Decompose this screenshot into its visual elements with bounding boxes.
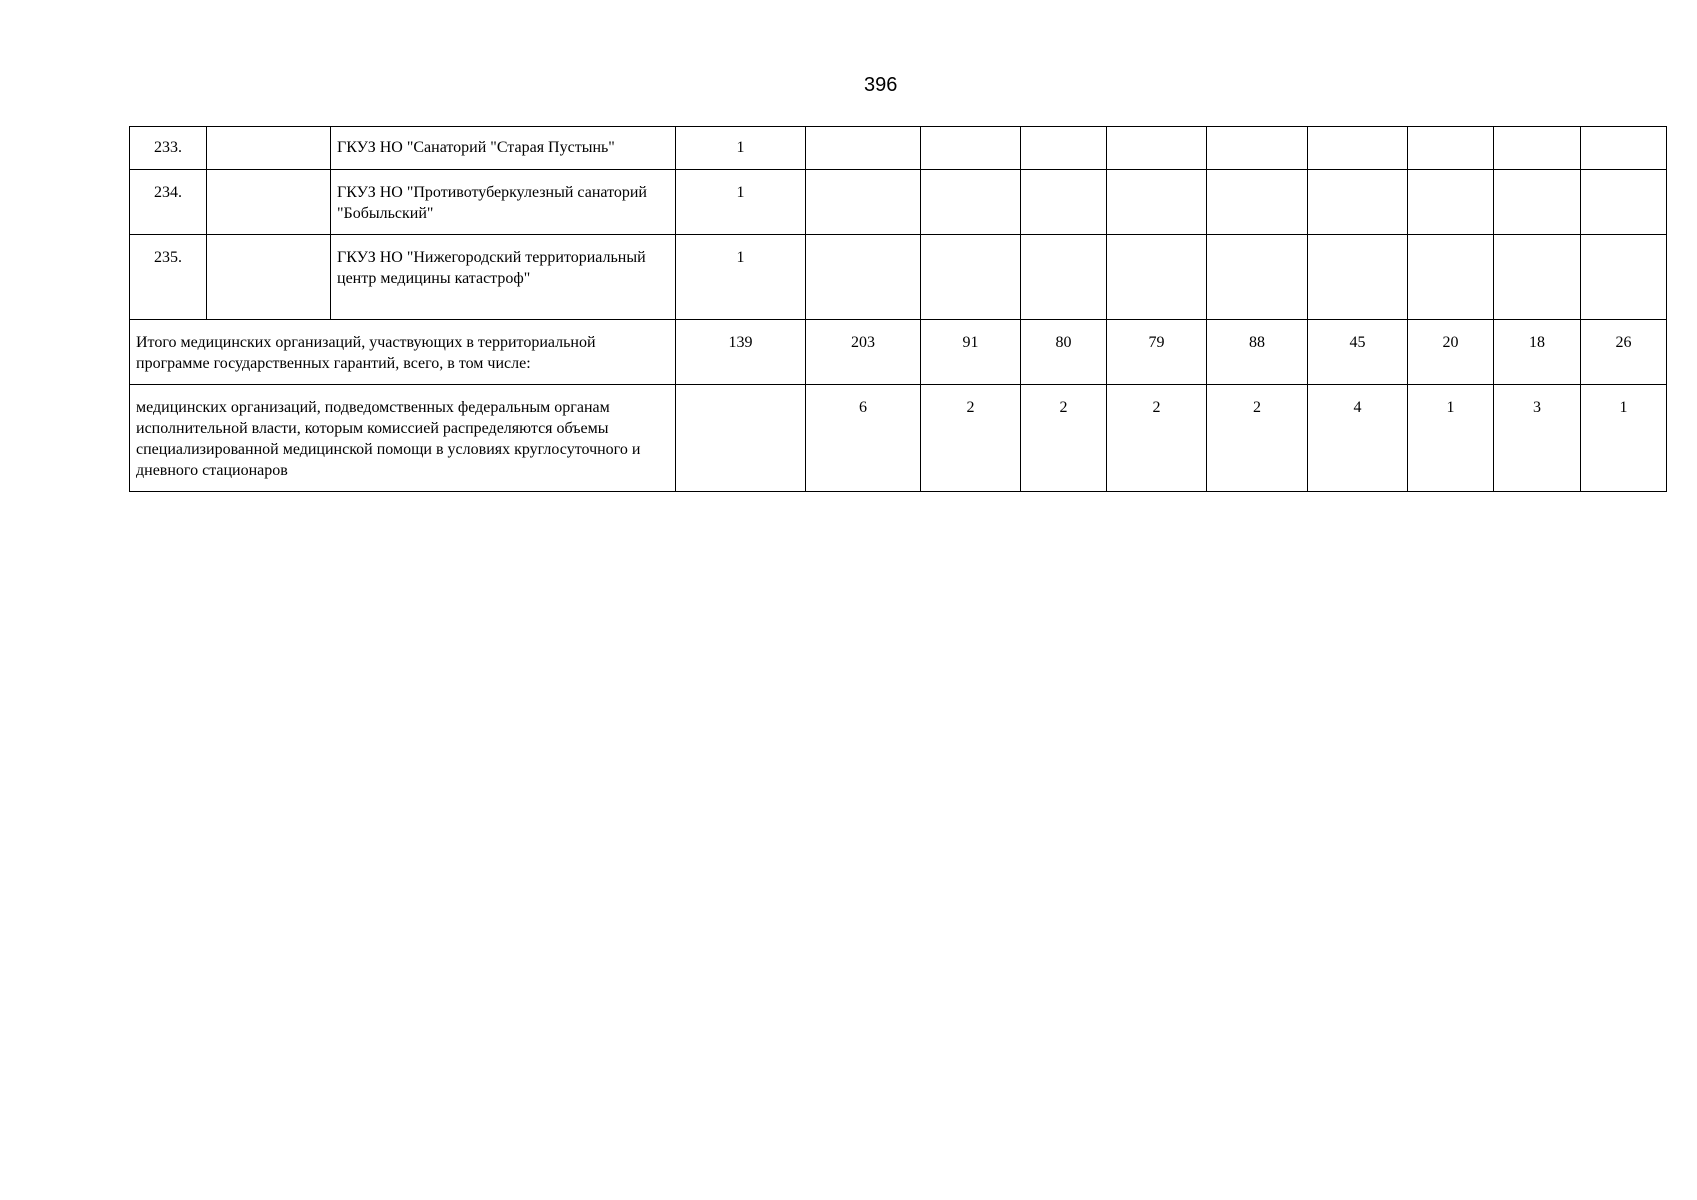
- row-code: [207, 235, 331, 320]
- total-value-cell: 26: [1581, 320, 1667, 385]
- row-code: [207, 127, 331, 170]
- value-cell: [1107, 170, 1207, 235]
- organization-name: ГКУЗ НО "Противотуберкулезный санаторий "Бобыльский": [331, 170, 676, 235]
- value-cell: [1021, 235, 1107, 320]
- value-cell: [806, 235, 921, 320]
- page-number: 396: [864, 74, 898, 96]
- value-cell: 1: [676, 235, 806, 320]
- value-cell: [1308, 127, 1408, 170]
- value-cell: [1107, 235, 1207, 320]
- table-row: [130, 170, 1667, 235]
- value-cell: [1581, 127, 1667, 170]
- total-value-cell: 18: [1494, 320, 1581, 385]
- total-value-cell: 80: [1021, 320, 1107, 385]
- value-cell: [1494, 170, 1581, 235]
- organization-name: ГКУЗ НО "Санаторий "Старая Пустынь": [331, 127, 676, 170]
- value-cell: [806, 170, 921, 235]
- subtotal-value-cell: 4: [1308, 385, 1408, 492]
- value-cell: [921, 235, 1021, 320]
- value-cell: [1308, 235, 1408, 320]
- table-row: [130, 127, 1667, 170]
- organization-name: ГКУЗ НО "Нижегородский территориальный центр медицины катастроф": [331, 235, 676, 320]
- value-cell: 1: [676, 170, 806, 235]
- row-number: 233.: [130, 127, 207, 170]
- value-cell: [1207, 170, 1308, 235]
- subtotal-value-cell: 3: [1494, 385, 1581, 492]
- subtotal-value-cell: 1: [1581, 385, 1667, 492]
- value-cell: [1408, 127, 1494, 170]
- value-cell: [1581, 170, 1667, 235]
- subtotal-label: медицинских организаций, подведомственных федеральным органам исполнительной власти, которым комиссией распределяются объемы специализированной медицинской помощи в условиях круглосуточного и дневного стационаров: [130, 385, 676, 492]
- total-value-cell: 139: [676, 320, 806, 385]
- subtotal-value-cell: 6: [806, 385, 921, 492]
- value-cell: [1494, 127, 1581, 170]
- total-value-cell: 20: [1408, 320, 1494, 385]
- value-cell: [1207, 235, 1308, 320]
- subtotal-value-cell: 2: [1021, 385, 1107, 492]
- value-cell: [1308, 170, 1408, 235]
- subtotal-value-cell: [676, 385, 806, 492]
- value-cell: [1207, 127, 1308, 170]
- subtotal-value-cell: 2: [921, 385, 1021, 492]
- total-label: Итого медицинских организаций, участвующих в территориальной программе государственных гарантий, всего, в том числе:: [130, 320, 676, 385]
- value-cell: [806, 127, 921, 170]
- value-cell: 1: [676, 127, 806, 170]
- total-value-cell: 91: [921, 320, 1021, 385]
- organizations-table: [129, 126, 1667, 492]
- subtotal-value-cell: 1: [1408, 385, 1494, 492]
- value-cell: [1021, 127, 1107, 170]
- total-value-cell: 45: [1308, 320, 1408, 385]
- total-row: [130, 320, 1667, 385]
- row-code: [207, 170, 331, 235]
- total-value-cell: 79: [1107, 320, 1207, 385]
- value-cell: [1021, 170, 1107, 235]
- value-cell: [1408, 235, 1494, 320]
- value-cell: [1494, 235, 1581, 320]
- subtotal-value-cell: 2: [1207, 385, 1308, 492]
- value-cell: [921, 127, 1021, 170]
- value-cell: [1107, 127, 1207, 170]
- value-cell: [921, 170, 1021, 235]
- value-cell: [1408, 170, 1494, 235]
- value-cell: [1581, 235, 1667, 320]
- table-row: [130, 235, 1667, 320]
- row-number: 234.: [130, 170, 207, 235]
- total-value-cell: 203: [806, 320, 921, 385]
- subtotal-value-cell: 2: [1107, 385, 1207, 492]
- total-value-cell: 88: [1207, 320, 1308, 385]
- subtotal-row: [130, 385, 1667, 492]
- row-number: 235.: [130, 235, 207, 320]
